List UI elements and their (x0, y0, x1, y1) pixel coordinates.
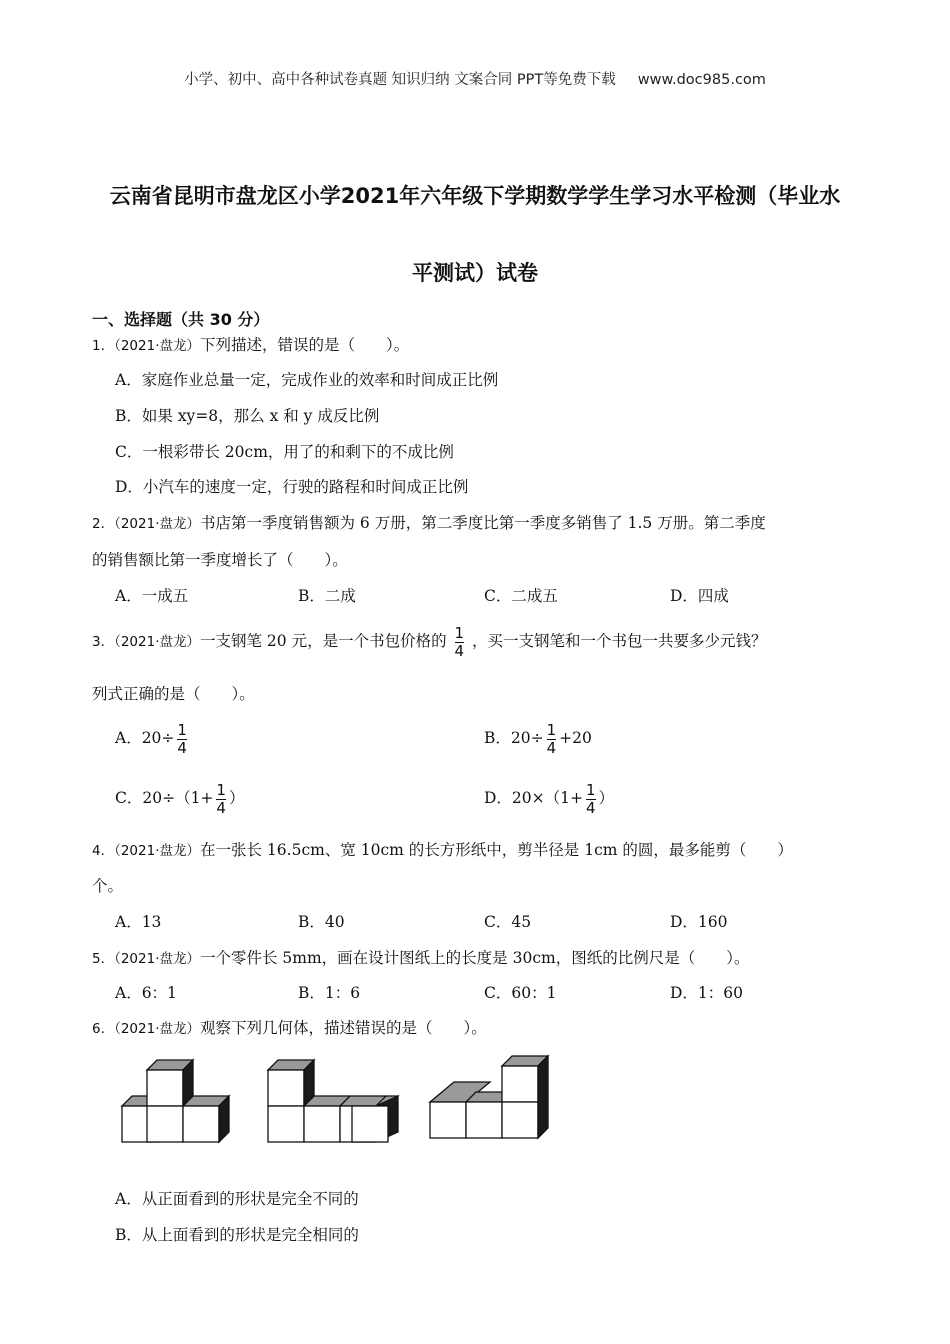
question-source: （2021·盘龙） (114, 1021, 200, 1037)
question-text: 一个零件长 5mm，画在设计图纸上的长度是 30cm，图纸的比例尺是（ ）。 (200, 949, 750, 967)
question-text: 观察下列几何体，描述错误的是（ ）。 (200, 1019, 487, 1037)
question-5-stem (92, 946, 749, 968)
fraction-one-quarter: $\frac{1}{4}$ (546, 720, 557, 757)
q3-option-c: C．20÷（1+ $\frac{1}{4}$ ） (115, 780, 245, 817)
cube-figures (118, 1054, 558, 1154)
q2-option-a: A．一成五 (115, 587, 189, 605)
question-text: 下列描述，错误的是（ ）。 (200, 336, 410, 354)
q2-option-b: B．二成 (298, 587, 356, 605)
q3-option-a: A．20÷ $\frac{1}{4}$ (115, 720, 187, 757)
question-number: 4． (92, 843, 115, 859)
fraction-one-quarter: $\frac{1}{4}$ (177, 720, 187, 757)
q5-option-d: D．1：60 (670, 984, 744, 1002)
question-number: 1． (92, 338, 115, 354)
header-site-link[interactable]: www.doc985.com (637, 72, 766, 88)
cube-figure-1 (122, 1060, 229, 1142)
question-4-stem (92, 838, 793, 860)
question-source: （2021·盘龙） (114, 338, 200, 354)
q6-option-b: B．从上面看到的形状是完全相同的 (115, 1226, 359, 1244)
question-1-stem (92, 333, 409, 355)
header-text: 小学、初中、高中各种试卷真题 知识归纳 文案合同 PPT等免费下载 (184, 72, 616, 88)
question-number: 2． (92, 516, 115, 532)
question-text: 书店第一季度销售额为 6 万册，第二季度比第一季度多销售了 1.5 万册。第二季度 (200, 514, 766, 532)
question-source: （2021·盘龙） (114, 516, 200, 532)
q3-option-d: D．20×（1+ $\frac{1}{4}$ ） (484, 780, 615, 817)
question-2-stem-line2: 的销售额比第一季度增长了（ ）。 (92, 551, 348, 569)
page-title-line2: 平测试）试卷 (412, 261, 538, 285)
question-number: 6． (92, 1021, 115, 1037)
fraction-one-quarter: $\frac{1}{4}$ (454, 623, 465, 660)
q6-option-a: A．从正面看到的形状是完全不同的 (115, 1190, 359, 1208)
q2-option-c: C．二成五 (484, 587, 558, 605)
q3-option-b: B．20÷ $\frac{1}{4}$ +20 (484, 720, 592, 757)
question-source: （2021·盘龙） (114, 634, 200, 650)
question-6-stem (92, 1016, 487, 1038)
cube-figure-3 (430, 1056, 548, 1138)
section-heading: 一、选择题（共 30 分） (92, 310, 270, 329)
question-number: 5． (92, 951, 115, 967)
q1-option-d: D．小汽车的速度一定，行驶的路程和时间成正比例 (115, 478, 469, 496)
fraction-one-quarter: $\frac{1}{4}$ (586, 780, 596, 817)
q4-option-c: C．45 (484, 913, 532, 931)
q1-option-b: B．如果 xy=8，那么 x 和 y 成反比例 (115, 407, 380, 425)
question-source: （2021·盘龙） (114, 951, 200, 967)
q2-option-d: D．四成 (670, 587, 729, 605)
q1-option-a: A．家庭作业总量一定，完成作业的效率和时间成正比例 (115, 371, 499, 389)
q5-option-c: C．60：1 (484, 984, 557, 1002)
q5-option-a: A．6：1 (115, 984, 177, 1002)
question-text-b: ，买一支钢笔和一个书包一共要多少元钱？ (472, 632, 767, 650)
question-text-a: 一支钢笔 20 元，是一个书包价格的 (200, 632, 447, 650)
page-header (0, 68, 950, 89)
question-text: 在一张长 16.5cm、宽 10cm 的长方形纸中，剪半径是 1cm 的圆，最多能剪（ ） (200, 841, 793, 859)
q4-option-b: B．40 (298, 913, 345, 931)
question-3-stem-line2: 列式正确的是（ ）。 (92, 685, 255, 703)
page-title-line1: 云南省昆明市盘龙区小学2021年六年级下学期数学学生学习水平检测（毕业水 (109, 184, 841, 208)
question-4-stem-line2: 个。 (92, 877, 124, 895)
q4-option-a: A．13 (115, 913, 162, 931)
q4-option-d: D．160 (670, 913, 728, 931)
q1-option-c: C．一根彩带长 20cm，用了的和剩下的不成比例 (115, 443, 454, 461)
question-2-stem (92, 511, 766, 533)
question-source: （2021·盘龙） (114, 843, 200, 859)
fraction-one-quarter: $\frac{1}{4}$ (216, 780, 226, 817)
cube-figure-2 (268, 1060, 398, 1142)
question-number: 3． (92, 634, 115, 650)
question-3-stem (92, 621, 767, 662)
q5-option-b: B．1：6 (298, 984, 361, 1002)
